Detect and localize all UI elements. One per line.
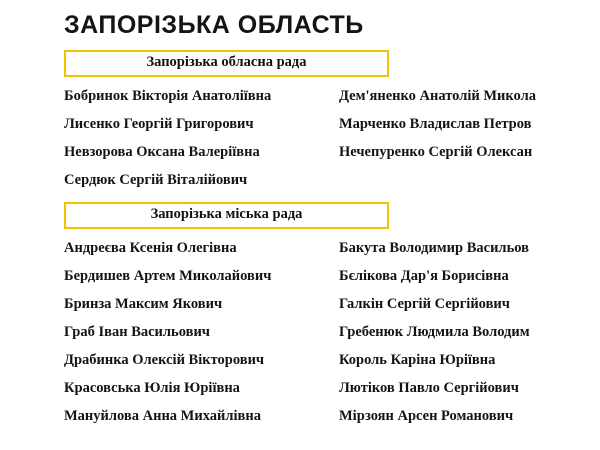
section-header: Запорізька обласна рада [64, 50, 389, 77]
list-item: Сердюк Сергій Віталійович [64, 171, 248, 188]
list-item: Граб Іван Васильович [64, 323, 210, 340]
list-item: Лисенко Георгій Григорович [64, 115, 254, 132]
list-item: Дем'яненко Анатолій Микола [339, 87, 537, 104]
list-item: Бердишев Артем Миколайович [64, 267, 272, 284]
list-item: Драбинка Олексій Вікторович [64, 351, 265, 368]
list-item: Красовська Юлія Юріївна [64, 379, 240, 396]
page-title: ЗАПОРІЗЬКА ОБЛАСТЬ [64, 11, 364, 39]
list-item: Гребенюк Людмила Володим [339, 323, 530, 340]
list-item: Бринза Максим Якович [64, 295, 223, 312]
list-item [339, 166, 586, 194]
section-oblasna-rada [14, 50, 586, 194]
names-grid [14, 234, 586, 430]
list-item: Бобринок Вікторія Анатоліївна [64, 87, 272, 104]
list-item: Андреєва Ксенія Олегівна [64, 239, 237, 256]
list-item: Бєлікова Дар'я Борисівна [339, 267, 509, 284]
names-grid [14, 82, 586, 194]
list-item: Нечепуренко Сергій Олексан [339, 143, 533, 160]
list-item: Лютіков Павло Сергійович [339, 379, 519, 396]
list-item: Мірзоян Арсен Романович [339, 407, 514, 424]
list-item: Галкін Сергій Сергійович [339, 295, 510, 312]
list-item: Король Каріна Юріївна [339, 351, 496, 368]
list-item: Невзорова Оксана Валеріївна [64, 143, 260, 160]
section-header: Запорізька міська рада [64, 202, 389, 229]
section-miska-rada [14, 202, 586, 430]
list-item: Бакута Володимир Васильов [339, 239, 529, 256]
list-item: Мануйлова Анна Михайлівна [64, 407, 261, 424]
list-item: Марченко Владислав Петров [339, 115, 532, 132]
